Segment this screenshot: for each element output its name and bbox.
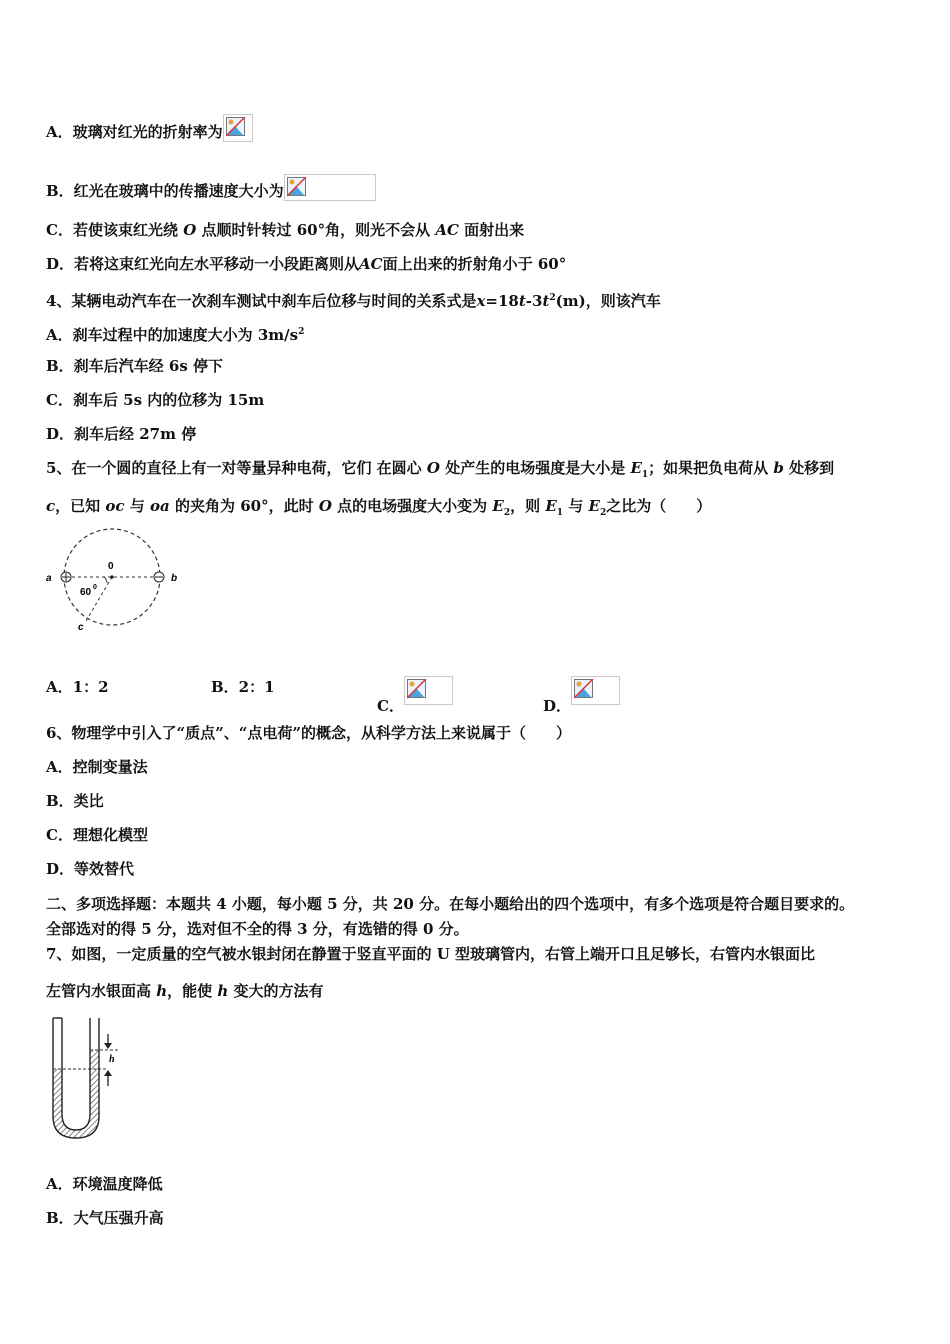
q5-option-b: B．2：1 bbox=[211, 678, 275, 696]
broken-image-icon bbox=[404, 676, 453, 705]
q5-circle-diagram bbox=[40, 524, 190, 634]
q6-stem: 6、物理学中引入了“质点”、“点电荷”的概念，从科学方法上来说属于（ ） bbox=[46, 724, 571, 742]
q7-stem-line1: 7、如图，一定质量的空气被水银封闭在静置于竖直平面的 U 型玻璃管内，右管上端开口且足够长，右管内水银面比 bbox=[46, 945, 816, 963]
mercury-column bbox=[53, 1050, 99, 1138]
q3-option-d: D．若将这束红光向左水平移动一小段距离则从AC面上出来的折射角小于 60° bbox=[46, 255, 567, 273]
section2-header-line2: 全部选对的得 5 分，选对但不全的得 3 分，有选错的得 0 分。 bbox=[46, 920, 469, 938]
q3-option-c: C．若使该束红光绕 O 点顺时针转过 60°角，则光不会从 AC 面射出来 bbox=[46, 221, 525, 239]
q7-option-b: B．大气压强升高 bbox=[46, 1209, 164, 1227]
q6-option-d: D．等效替代 bbox=[46, 860, 135, 878]
q7-option-a: A．环境温度降低 bbox=[46, 1175, 163, 1193]
oc-line bbox=[86, 577, 112, 621]
arrow-up-icon bbox=[104, 1070, 112, 1086]
q4-option-a: A．刹车过程中的加速度大小为 $3m/s^2$ bbox=[46, 326, 305, 344]
label-angle: 60 bbox=[80, 587, 92, 598]
q7-u-tube-diagram bbox=[44, 1014, 134, 1144]
q4-stem: 4、某辆电动汽车在一次刹车测试中刹车后位移与时间的关系式是$x=18t-3t^2(m)$，则该汽车 bbox=[46, 292, 661, 310]
negative-charge-icon bbox=[154, 572, 164, 582]
label-o: 0 bbox=[108, 561, 114, 572]
angle-arc bbox=[104, 577, 107, 583]
q3-option-a: A．玻璃对红光的折射率为 bbox=[46, 114, 253, 142]
label-degree: 0 bbox=[93, 584, 97, 591]
q5-stem-line2: c，已知 oc 与 oa 的夹角为 60°，此时 O 点的电场强度大小变为 $E_2$，则 $E_1$ 与 $E_2$之比为（ ） bbox=[46, 497, 712, 518]
broken-image-icon bbox=[223, 114, 253, 142]
q3-option-b: B．红光在玻璃中的传播速度大小为 bbox=[46, 174, 376, 201]
q5-option-a: A．1：2 bbox=[46, 678, 109, 696]
tube-inner-wall bbox=[62, 1018, 90, 1130]
q7-stem-line2: 左管内水银面高 h，能使 h 变大的方法有 bbox=[46, 982, 324, 1000]
q5-stem-line1: 5、在一个圆的直径上有一对等量异种电荷，它们 在圆心 O 处产生的电场强度是大小是 $E_1$；如果把负电荷从 b 处移到 bbox=[46, 459, 835, 480]
label-h: h bbox=[109, 1054, 115, 1065]
label-b: b bbox=[171, 573, 178, 584]
q5-option-d: D． bbox=[543, 676, 620, 716]
positive-charge-icon bbox=[61, 572, 71, 582]
q4-option-d: D．刹车后经 27m 停 bbox=[46, 425, 197, 443]
center-point bbox=[110, 575, 113, 578]
q6-option-c: C．理想化模型 bbox=[46, 826, 148, 844]
broken-image-icon bbox=[284, 174, 376, 201]
q6-option-b: B．类比 bbox=[46, 792, 104, 810]
arrow-down-icon bbox=[104, 1034, 112, 1049]
broken-image-icon bbox=[571, 676, 620, 705]
q4-option-b: B．刹车后汽车经 6s 停下 bbox=[46, 357, 224, 375]
q5-option-c: C． bbox=[377, 676, 453, 716]
section2-header-line1: 二、多项选择题：本题共 4 小题，每小题 5 分，共 20 分。在每小题给出的四个选项中，有多个选项是符合题目要求的。 bbox=[46, 895, 855, 913]
label-c: c bbox=[78, 622, 84, 633]
q4-option-c: C．刹车后 5s 内的位移为 15m bbox=[46, 391, 265, 409]
label-a: a bbox=[46, 573, 52, 584]
q6-option-a: A．控制变量法 bbox=[46, 758, 148, 776]
